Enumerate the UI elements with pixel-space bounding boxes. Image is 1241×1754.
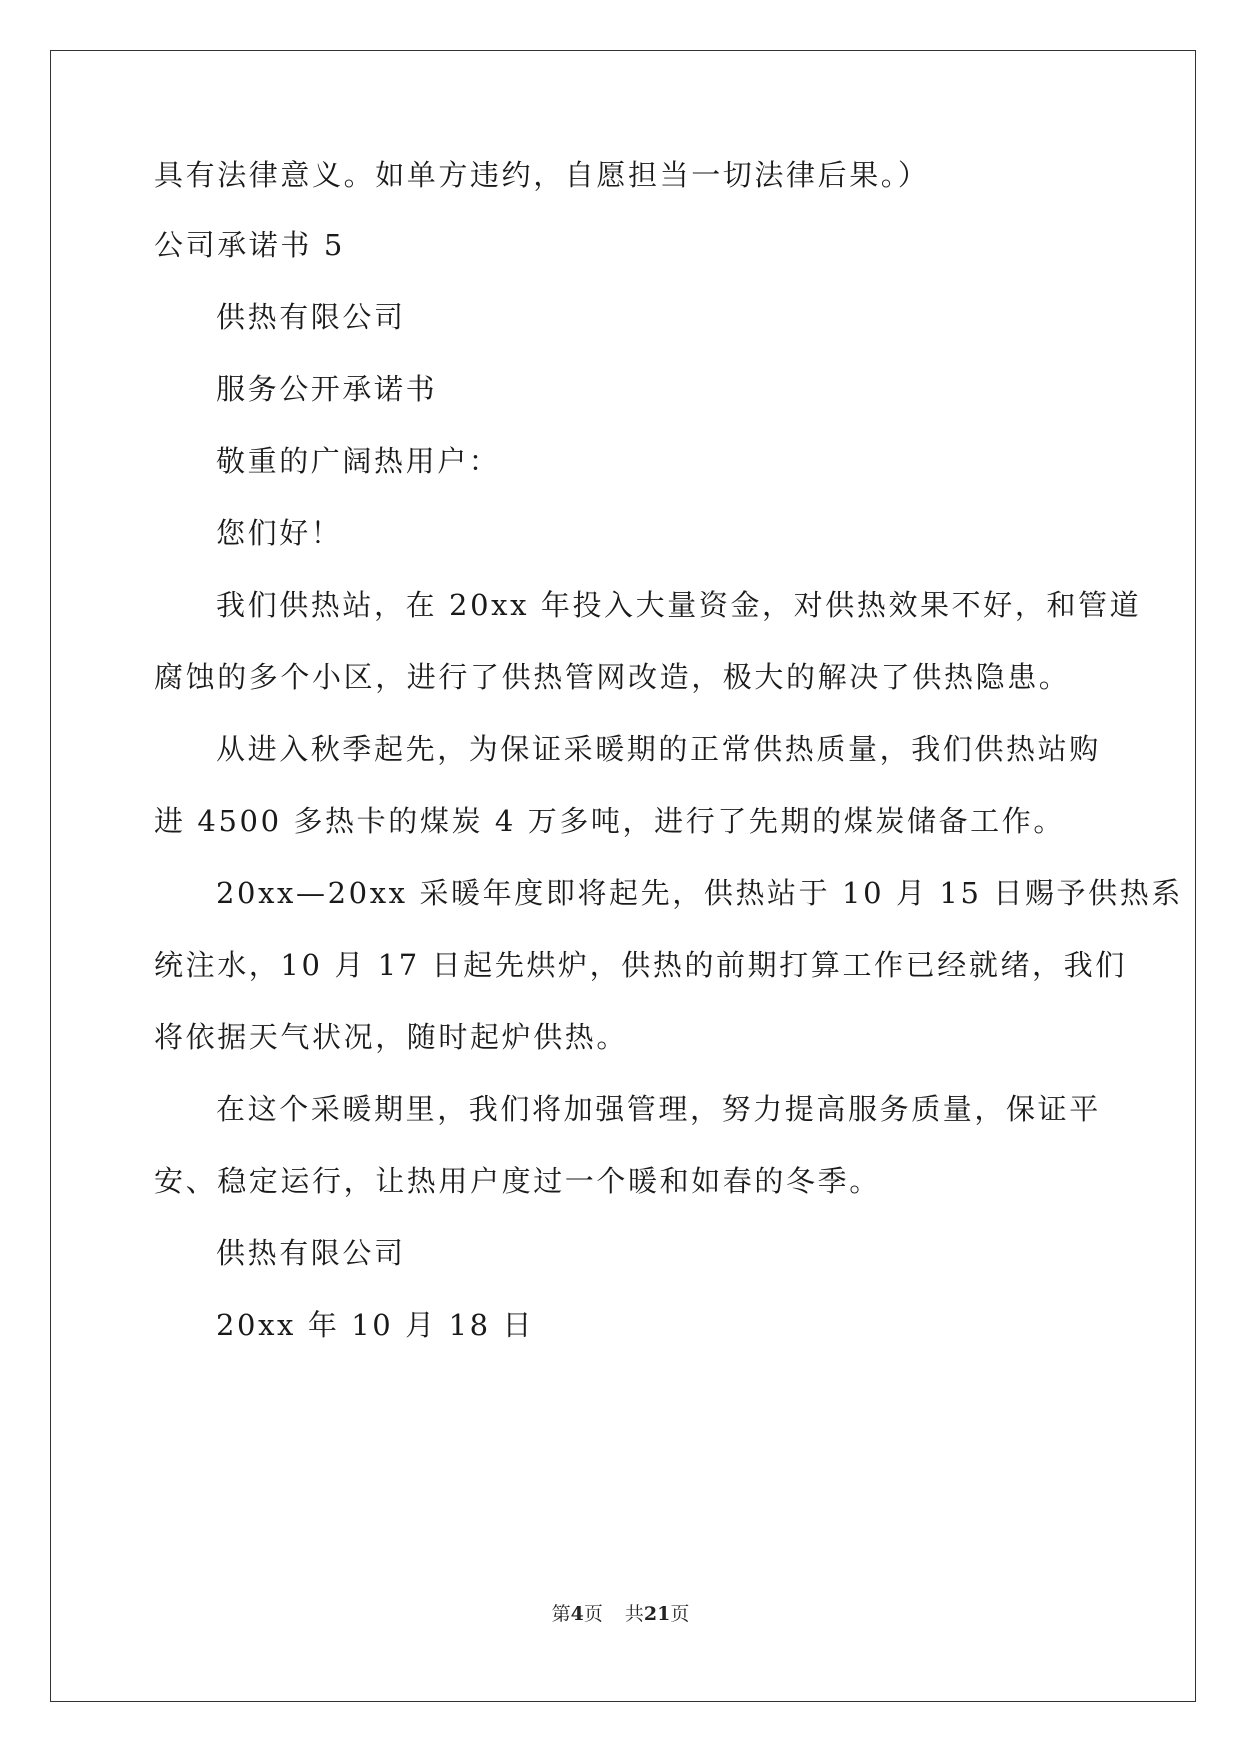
paragraph-line: 我们供热站，在 20xx 年投入大量资金，对供热效果不好，和管道: [216, 588, 1142, 622]
paragraph-line: 安、稳定运行，让热用户度过一个暖和如春的冬季。: [154, 1164, 881, 1198]
signature-date: 20xx 年 10 月 18 日: [216, 1308, 535, 1342]
total-pages: 21: [643, 1603, 671, 1625]
page-footer: [0, 1602, 1241, 1626]
greeting: 您们好！: [216, 516, 343, 550]
paragraph-line: 统注水，10 月 17 日起先烘炉，供热的前期打算工作已经就绪，我们: [154, 948, 1127, 982]
page-prefix: 第: [551, 1603, 571, 1625]
page-unit: 页: [583, 1603, 603, 1625]
paragraph-line: 将依据天气状况，随时起炉供热。: [154, 1020, 629, 1054]
page-number: 4: [570, 1603, 584, 1625]
total-prefix: 共: [624, 1603, 644, 1625]
paragraph-line: 在这个采暖期里，我们将加强管理，努力提高服务质量，保证平: [216, 1092, 1101, 1126]
total-unit: 页: [670, 1603, 690, 1625]
company-name: 供热有限公司: [216, 300, 406, 334]
document-title: 服务公开承诺书: [216, 372, 438, 406]
paragraph-line: 从进入秋季起先，为保证采暖期的正常供热质量，我们供热站购: [216, 732, 1101, 766]
salutation: 敬重的广阔热用户：: [216, 444, 501, 478]
paragraph-line: 进 4500 多热卡的煤炭 4 万多吨，进行了先期的煤炭储备工作。: [154, 804, 1065, 838]
paragraph-line: 具有法律意义。如单方违约，自愿担当一切法律后果。）: [154, 158, 930, 192]
paragraph-line: 腐蚀的多个小区，进行了供热管网改造，极大的解决了供热隐患。: [154, 660, 1071, 694]
paragraph-line: 20xx—20xx 采暖年度即将起先，供热站于 10 月 15 日赐予供热系: [216, 876, 1183, 910]
section-heading: 公司承诺书 5: [154, 228, 345, 262]
signature-company: 供热有限公司: [216, 1236, 406, 1270]
